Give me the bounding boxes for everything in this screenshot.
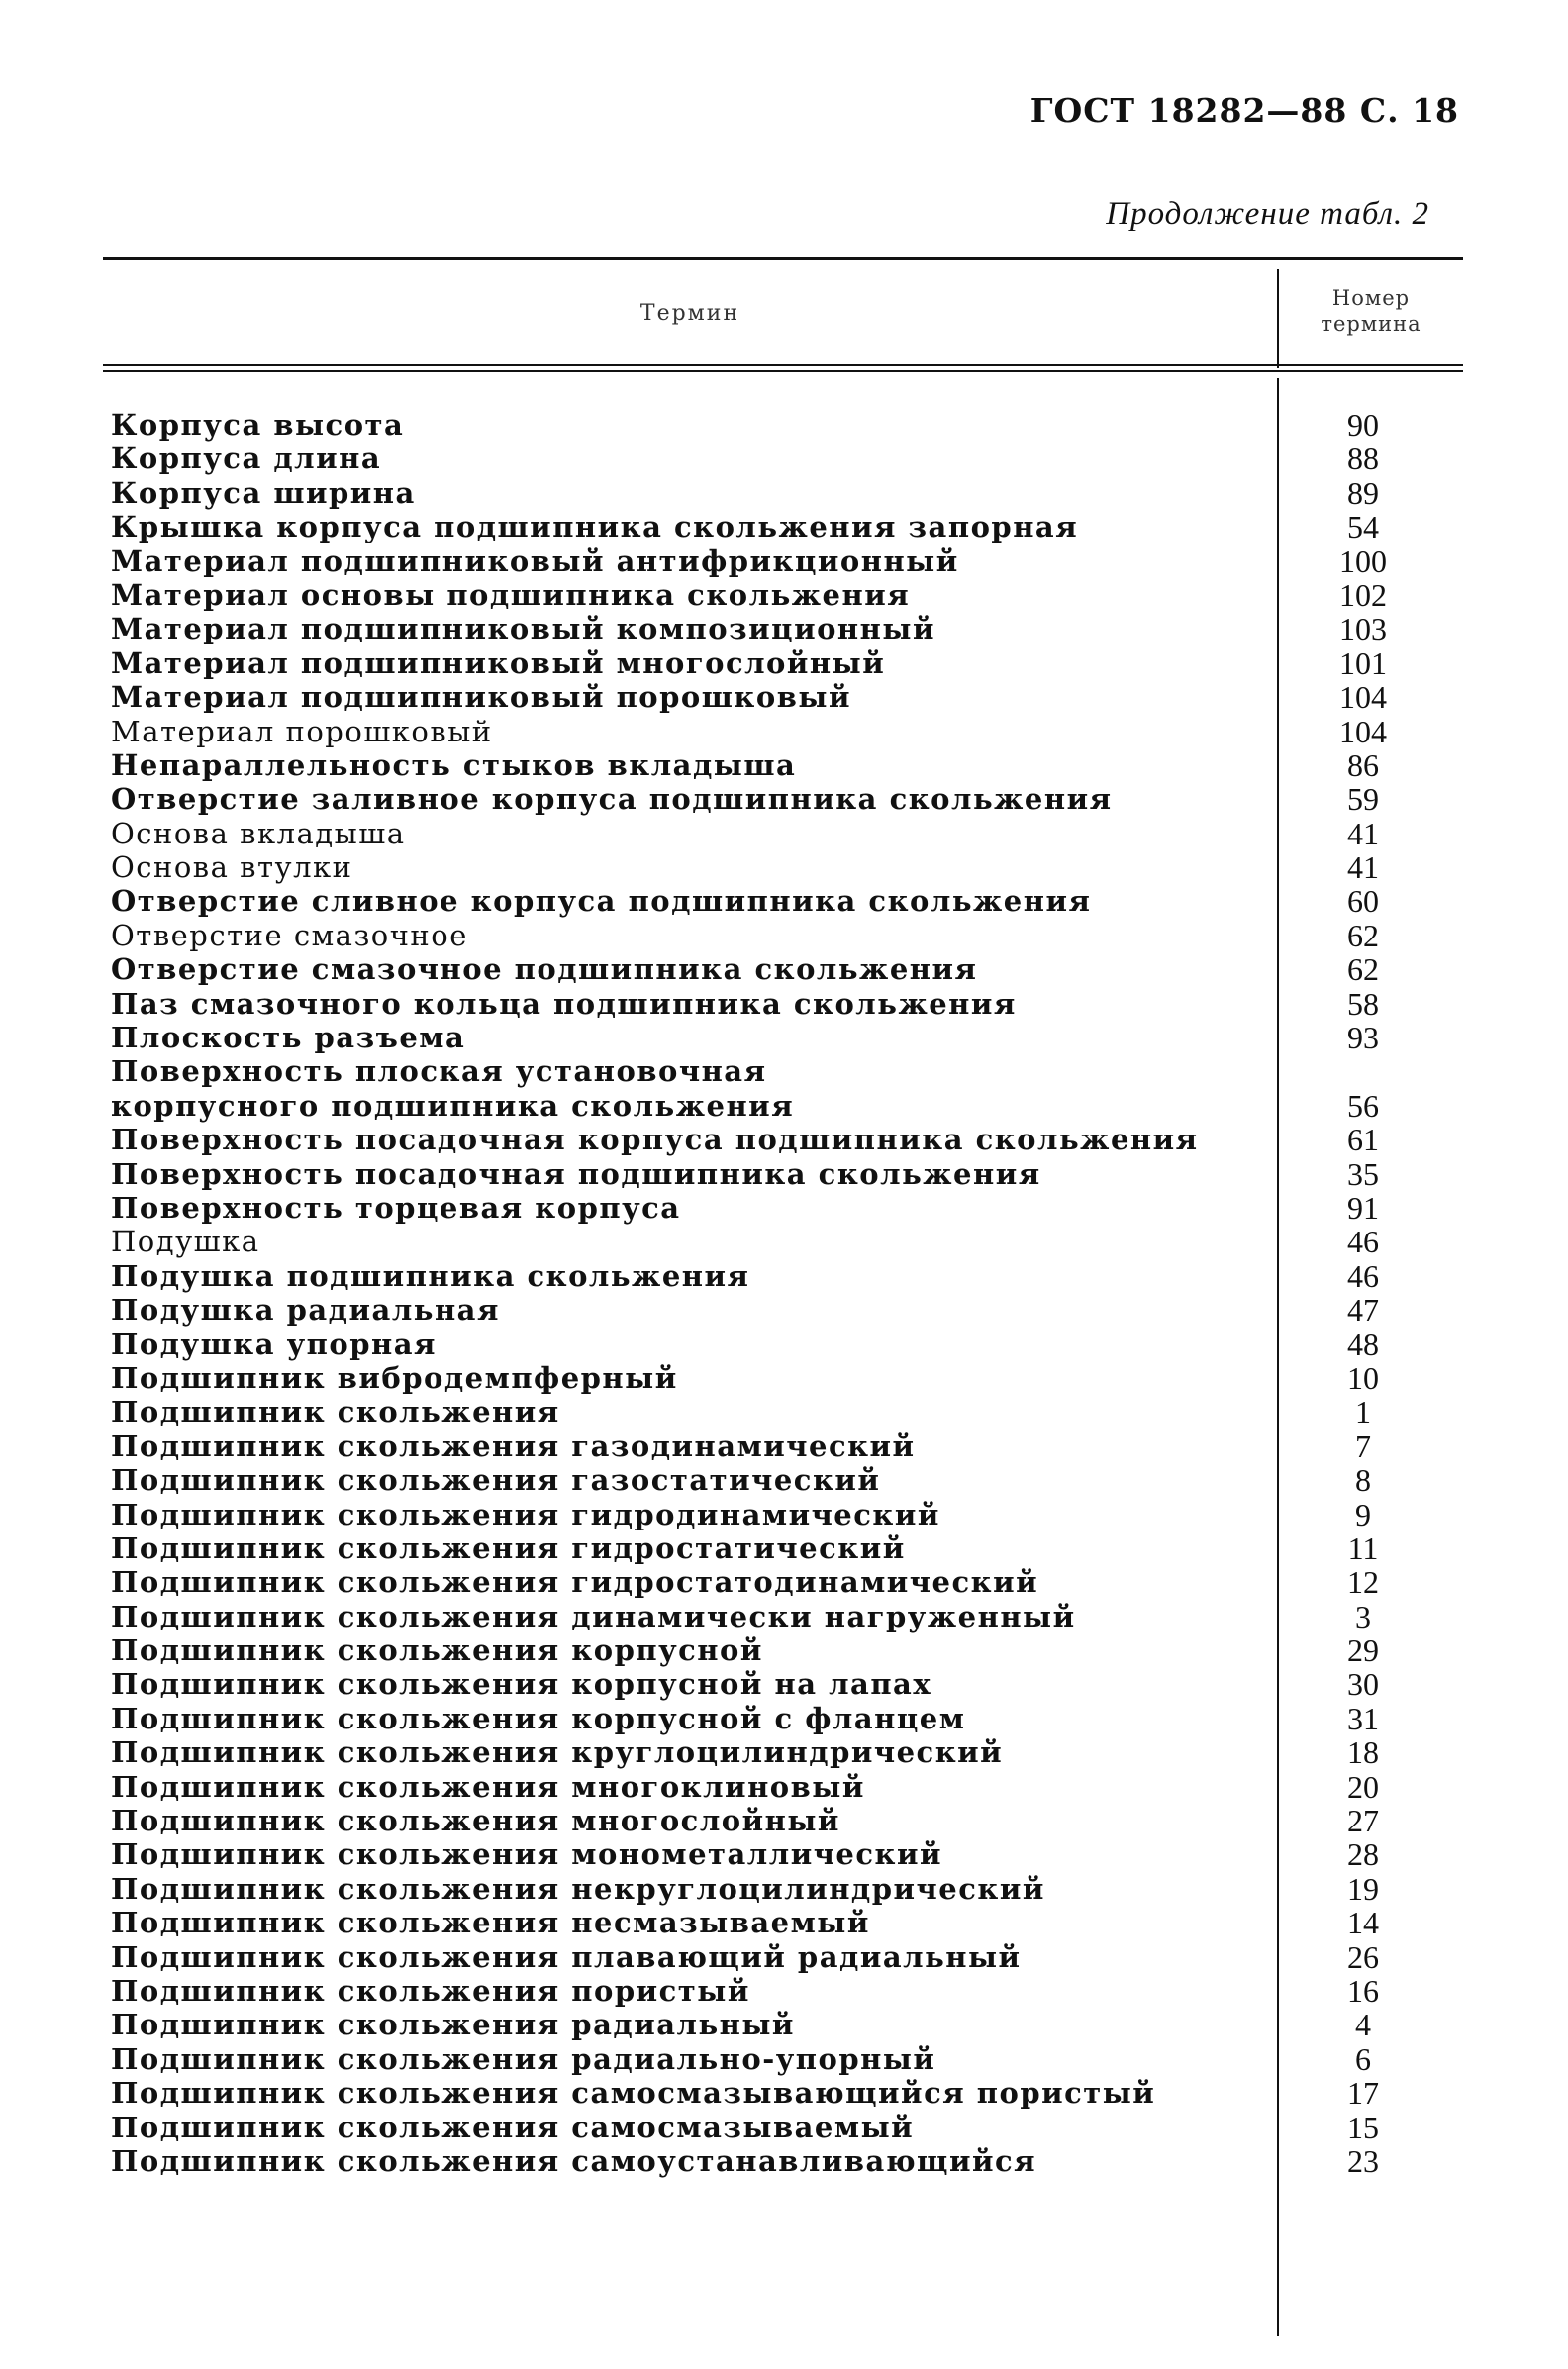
table-row: [103, 1565, 1463, 1599]
term-cell: Паз смазочного кольца подшипника скольжения: [111, 986, 1017, 1021]
table-top-rule: [103, 257, 1463, 260]
term-cell: Подшипник скольжения газостатический: [111, 1463, 881, 1498]
term-number-cell: 46: [1347, 1257, 1379, 1294]
term-number-cell: 102: [1339, 576, 1387, 613]
header-rule-double: [103, 370, 1463, 372]
term-cell: Подшипник скольжения радиально-упорный: [111, 2041, 936, 2076]
term-number-cell: 30: [1347, 1666, 1379, 1703]
table-row: [103, 1021, 1463, 1054]
table-row: [103, 544, 1463, 578]
term-cell: Подушка радиальная: [111, 1293, 500, 1328]
table-row: [103, 1191, 1463, 1225]
table-row: [103, 1837, 1463, 1871]
table-row: [103, 1906, 1463, 1939]
term-number-cell: 1: [1355, 1394, 1371, 1431]
term-number-cell: 54: [1347, 509, 1379, 545]
term-cell: Подушка: [111, 1225, 260, 1259]
table-row: [103, 646, 1463, 680]
term-cell: Подшипник скольжения корпусной: [111, 1633, 763, 1668]
term-number-cell: 35: [1347, 1155, 1379, 1192]
table-row: [103, 987, 1463, 1021]
table-row: [103, 1633, 1463, 1667]
term-cell: Отверстие сливное корпуса подшипника скольжения: [111, 884, 1092, 919]
table-row: [103, 919, 1463, 952]
term-number-cell: 62: [1347, 951, 1379, 988]
term-number-cell: 41: [1347, 815, 1379, 851]
table-row: [103, 850, 1463, 884]
term-cell: Подшипник скольжения самосмазываемый: [111, 2110, 915, 2144]
term-number-cell: 17: [1347, 2075, 1379, 2112]
table-row: [103, 1940, 1463, 1974]
term-number-cell: 59: [1347, 781, 1379, 818]
term-number-cell: 47: [1347, 1292, 1379, 1329]
term-cell: Материал подшипниковый композиционный: [111, 612, 935, 646]
term-number-cell: 10: [1347, 1359, 1379, 1396]
term-number-cell: 104: [1339, 713, 1387, 749]
table-row: [103, 408, 1463, 442]
term-cell: Подшипник скольжения радиальный: [111, 2008, 795, 2042]
term-cell: Поверхность посадочная корпуса подшипника скольжения: [111, 1123, 1199, 1157]
table-row: [103, 1054, 1463, 1123]
term-cell: Материал подшипниковый антифрикционный: [111, 543, 959, 578]
term-number-cell: 104: [1339, 679, 1387, 716]
term-cell: Непараллельность стыков вкладыша: [111, 747, 797, 782]
term-cell: Подшипник скольжения несмазываемый: [111, 1906, 870, 1940]
term-number-cell: 12: [1347, 1564, 1379, 1601]
term-cell: Подшипник скольжения многоклиновый: [111, 1769, 865, 1804]
table-row: [103, 1430, 1463, 1463]
term-cell: Основа втулки: [111, 850, 353, 885]
term-number-cell: 93: [1347, 1020, 1379, 1056]
term-cell: Отверстие смазочное подшипника скольжения: [111, 952, 978, 987]
table-row: [103, 510, 1463, 543]
table-row: [103, 2076, 1463, 2110]
table-row: [103, 748, 1463, 782]
term-cell: Отверстие смазочное: [111, 918, 468, 952]
term-cell: Подшипник скольжения многослойный: [111, 1804, 840, 1838]
table-row: [103, 1225, 1463, 1258]
term-number-cell: 88: [1347, 441, 1379, 477]
table-row: [103, 578, 1463, 612]
table-row: [103, 1123, 1463, 1156]
table-row: [103, 1770, 1463, 1804]
table-row: [103, 1735, 1463, 1769]
term-cell: Поверхность плоская установочная корпусного подшипника скольжения: [111, 1054, 795, 1123]
table-row: [103, 782, 1463, 816]
term-number-cell: 58: [1347, 985, 1379, 1022]
term-number-cell: 3: [1355, 1598, 1371, 1634]
term-number-cell: 27: [1347, 1803, 1379, 1839]
term-number-cell: 6: [1355, 2040, 1371, 2077]
term-cell: Подшипник скольжения газодинамический: [111, 1429, 916, 1463]
term-number-cell: 46: [1347, 1224, 1379, 1260]
term-number-cell: 90: [1347, 406, 1379, 443]
column-header-term: Термин: [639, 301, 740, 326]
term-number-cell: 15: [1347, 2109, 1379, 2145]
table-row: [103, 680, 1463, 714]
term-number-cell: 16: [1347, 1972, 1379, 2009]
term-number-cell: 9: [1355, 1496, 1371, 1532]
term-cell: Подшипник скольжения пористый: [111, 1973, 750, 2008]
term-number-cell: 7: [1355, 1428, 1371, 1464]
term-cell: Подшипник скольжения плавающий радиальный: [111, 1939, 1022, 1974]
term-cell: Материал порошковый: [111, 714, 493, 748]
term-cell: Корпуса длина: [111, 442, 382, 476]
term-number-cell: 61: [1347, 1122, 1379, 1158]
term-number-cell: 41: [1347, 849, 1379, 886]
term-cell: Подшипник скольжения: [111, 1395, 560, 1430]
table-row: [103, 1531, 1463, 1565]
table-row: [103, 884, 1463, 918]
term-number-cell: 14: [1347, 1905, 1379, 1941]
table-row: [103, 476, 1463, 510]
term-cell: Подушка упорная: [111, 1327, 437, 1361]
term-cell: Подшипник скольжения некруглоцилиндрический: [111, 1871, 1045, 1906]
table-row: [103, 1463, 1463, 1497]
term-cell: Поверхность посадочная подшипника скольжения: [111, 1156, 1041, 1191]
term-cell: Подшипник скольжения самосмазывающийся пористый: [111, 2076, 1156, 2111]
table-row: [103, 612, 1463, 645]
term-cell: Подшипник скольжения монометаллический: [111, 1837, 942, 1872]
header-rule: [103, 364, 1463, 366]
term-number-cell: 8: [1355, 1462, 1371, 1499]
table-row: [103, 1974, 1463, 2008]
term-number-cell: 11: [1347, 1530, 1379, 1566]
table-row: [103, 2042, 1463, 2076]
term-number-cell: 48: [1347, 1326, 1379, 1362]
term-cell: Поверхность торцевая корпуса: [111, 1191, 681, 1225]
term-number-cell: 31: [1347, 1700, 1379, 1736]
table-row: [103, 442, 1463, 475]
term-cell: Отверстие заливное корпуса подшипника скольжения: [111, 782, 1113, 817]
term-number-cell: 23: [1347, 2142, 1379, 2179]
table-row: [103, 1872, 1463, 1906]
table-row: [103, 2111, 1463, 2144]
term-cell: Подшипник вибродемпферный: [111, 1360, 678, 1395]
table-row: [103, 952, 1463, 986]
table-body: [103, 408, 1463, 2178]
table-continuation-caption: Продолжение табл. 2: [1106, 196, 1429, 232]
term-number-cell: 26: [1347, 1938, 1379, 1975]
table-row: [103, 1293, 1463, 1327]
table-row: [103, 1667, 1463, 1701]
term-cell: Подшипник скольжения гидродинамический: [111, 1497, 940, 1531]
table-row: [103, 1804, 1463, 1837]
term-number-cell: 28: [1347, 1836, 1379, 1873]
term-cell: Подшипник скольжения гидростатодинамический: [111, 1565, 1039, 1600]
term-cell: Материал подшипниковый порошковый: [111, 680, 851, 715]
table-row: [103, 1395, 1463, 1429]
table-row: [103, 1259, 1463, 1293]
term-number-cell: 100: [1339, 543, 1387, 579]
term-cell: Подшипник скольжения круглоцилиндрический: [111, 1735, 1004, 1770]
table-row: [103, 1361, 1463, 1395]
term-cell: Подшипник скольжения корпусной с фланцем: [111, 1701, 966, 1735]
table-row: [103, 715, 1463, 748]
term-number-cell: 60: [1347, 883, 1379, 920]
term-cell: Крышка корпуса подшипника скольжения запорная: [111, 510, 1079, 544]
term-number-cell: 20: [1347, 1768, 1379, 1805]
term-number-cell: 91: [1347, 1189, 1379, 1226]
table-row: [103, 2008, 1463, 2041]
term-number-cell: 56: [1347, 1087, 1379, 1124]
term-number-cell: 4: [1355, 2007, 1371, 2043]
term-number-cell: 62: [1347, 917, 1379, 953]
term-cell: Подшипник скольжения самоустанавливающийся: [111, 2143, 1037, 2178]
term-number-cell: 29: [1347, 1632, 1379, 1669]
term-cell: Подшипник скольжения корпусной на лапах: [111, 1667, 932, 1702]
term-number-cell: 89: [1347, 474, 1379, 511]
table-row: [103, 1498, 1463, 1531]
term-number-cell: 103: [1339, 611, 1387, 647]
term-cell: Подшипник скольжения динамически нагруженный: [111, 1599, 1076, 1633]
term-number-cell: 18: [1347, 1734, 1379, 1771]
term-number-cell: 101: [1339, 644, 1387, 681]
table-row: [103, 2144, 1463, 2178]
table-row: [103, 1328, 1463, 1361]
table-row: [103, 1702, 1463, 1735]
term-cell: Плоскость разъема: [111, 1021, 466, 1055]
term-cell: Основа вкладыша: [111, 816, 406, 850]
term-cell: Корпуса высота: [111, 408, 405, 442]
table-row: [103, 817, 1463, 850]
term-cell: Материал подшипниковый многослойный: [111, 645, 886, 680]
term-number-cell: 86: [1347, 746, 1379, 783]
table-row: [103, 1600, 1463, 1633]
column-header-number: Номер термина: [1321, 286, 1421, 336]
term-cell: Подушка подшипника скольжения: [111, 1258, 750, 1293]
page-reference: ГОСТ 18282—88 С. 18: [1029, 91, 1459, 130]
term-cell: Материал основы подшипника скольжения: [111, 577, 911, 612]
term-cell: Корпуса ширина: [111, 475, 416, 510]
table-row: [103, 1157, 1463, 1191]
term-cell: Подшипник скольжения гидростатический: [111, 1530, 906, 1565]
term-number-cell: 19: [1347, 1870, 1379, 1907]
